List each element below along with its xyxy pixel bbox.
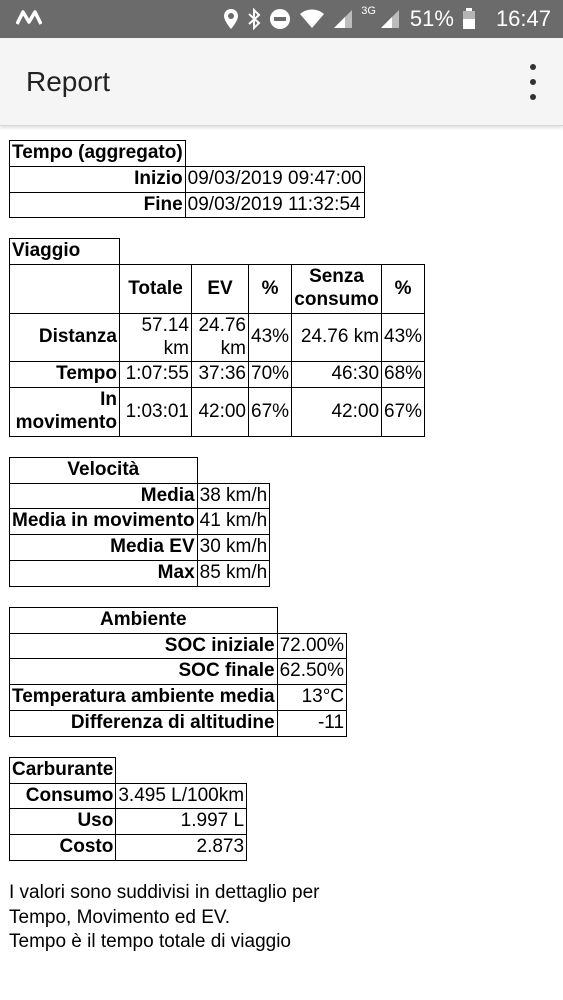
table-row: [10, 710, 347, 736]
table-row: [10, 659, 347, 685]
velocita-value: 41 km/h: [197, 509, 270, 535]
table-row: [10, 388, 425, 437]
viaggio-cell: 67%: [249, 388, 292, 437]
bluetooth-icon: [247, 8, 261, 30]
more-vert-icon[interactable]: [521, 64, 545, 100]
table-row: [10, 835, 247, 861]
carburante-value: 3.495 L/100km: [116, 783, 247, 809]
app-bar: [0, 38, 563, 126]
page-title: Report: [26, 66, 111, 97]
description-line: Tempo, Movimento ed EV.: [9, 906, 231, 928]
description-line: Tempo è il tempo totale di viaggio: [9, 931, 291, 953]
carburante-value: 2.873: [116, 835, 247, 861]
carburante-title: Carburante: [10, 757, 116, 783]
ambiente-value: 62.50%: [277, 659, 346, 685]
viaggio-row-label: In movimento: [10, 388, 120, 437]
velocita-label: Max: [10, 560, 198, 586]
viaggio-header-pct: %: [249, 265, 292, 314]
viaggio-cell: 43%: [382, 313, 425, 362]
velocita-title: Velocità: [10, 457, 198, 483]
viaggio-cell: 70%: [249, 362, 292, 388]
signal-icon: [333, 9, 353, 29]
tempo-fine-label: Fine: [10, 192, 186, 218]
wifi-icon: [299, 9, 325, 29]
ambiente-value: 13°C: [277, 685, 346, 711]
velocita-label: Media EV: [10, 535, 198, 561]
description-line: I valori sono suddivisi in dettaglio per: [9, 881, 320, 903]
velocita-label: Media: [10, 483, 198, 509]
viaggio-header-totale: Totale: [120, 265, 192, 314]
ambiente-table: [9, 607, 347, 737]
viaggio-cell: 1:03:01: [120, 388, 192, 437]
ambiente-label: Differenza di altitudine: [10, 710, 278, 736]
carburante-table: [9, 757, 247, 861]
viaggio-header-pct2: %: [382, 265, 425, 314]
viaggio-cell: 42:00: [192, 388, 249, 437]
ambiente-value: 72.00%: [277, 633, 346, 659]
ambiente-label: SOC iniziale: [10, 633, 278, 659]
tempo-inizio-value: 09/03/2019 09:47:00: [185, 166, 364, 192]
viaggio-cell: 42:00: [292, 388, 382, 437]
tempo-table: [9, 140, 365, 218]
table-row: [10, 483, 270, 509]
viaggio-cell: 57.14 km: [120, 313, 192, 362]
viaggio-cell: 1:07:55: [120, 362, 192, 388]
report-content: [9, 140, 554, 955]
tempo-title: Tempo (aggregato): [10, 141, 186, 167]
table-row: [10, 509, 270, 535]
network-type: 3G: [361, 5, 376, 17]
description-text: [9, 881, 554, 955]
carburante-label: Uso: [10, 809, 116, 835]
viaggio-cell: 46:30: [292, 362, 382, 388]
table-row: [10, 809, 247, 835]
tempo-fine-value: 09/03/2019 11:32:54: [185, 192, 364, 218]
ambiente-label: Temperatura ambiente media: [10, 685, 278, 711]
velocita-table: [9, 457, 270, 587]
viaggio-cell: 43%: [249, 313, 292, 362]
viaggio-row-label: Distanza: [10, 313, 120, 362]
table-row: [10, 560, 270, 586]
velocita-value: 30 km/h: [197, 535, 270, 561]
table-row: [10, 362, 425, 388]
viaggio-header-ev: EV: [192, 265, 249, 314]
battery-icon: [462, 8, 476, 30]
viaggio-table: [9, 238, 425, 436]
carburante-label: Costo: [10, 835, 116, 861]
table-row: [10, 685, 347, 711]
viaggio-cell: 68%: [382, 362, 425, 388]
carburante-value: 1.997 L: [116, 809, 247, 835]
m-logo-icon: [16, 8, 42, 31]
ambiente-title: Ambiente: [10, 607, 278, 633]
dnd-icon: [269, 8, 291, 30]
viaggio-title: Viaggio: [10, 239, 120, 265]
velocita-value: 38 km/h: [197, 483, 270, 509]
viaggio-cell: 24.76 km: [192, 313, 249, 362]
velocita-value: 85 km/h: [197, 560, 270, 586]
location-icon: [223, 8, 239, 30]
viaggio-cell: 24.76 km: [292, 313, 382, 362]
clock: 16:47: [495, 6, 551, 31]
signal-icon-2: [380, 9, 400, 29]
viaggio-cell: 37:36: [192, 362, 249, 388]
table-row: [10, 783, 247, 809]
table-row: [10, 535, 270, 561]
table-row: [10, 313, 425, 362]
viaggio-cell: 67%: [382, 388, 425, 437]
battery-percent: 51%: [409, 6, 454, 31]
tempo-inizio-label: Inizio: [10, 166, 186, 192]
viaggio-header-senza: Senza consumo: [292, 265, 382, 314]
ambiente-value: -11: [277, 710, 346, 736]
viaggio-row-label: Tempo: [10, 362, 120, 388]
status-bar: [0, 0, 563, 38]
carburante-label: Consumo: [10, 783, 116, 809]
ambiente-label: SOC finale: [10, 659, 278, 685]
table-row: [10, 633, 347, 659]
velocita-label: Media in movimento: [10, 509, 198, 535]
